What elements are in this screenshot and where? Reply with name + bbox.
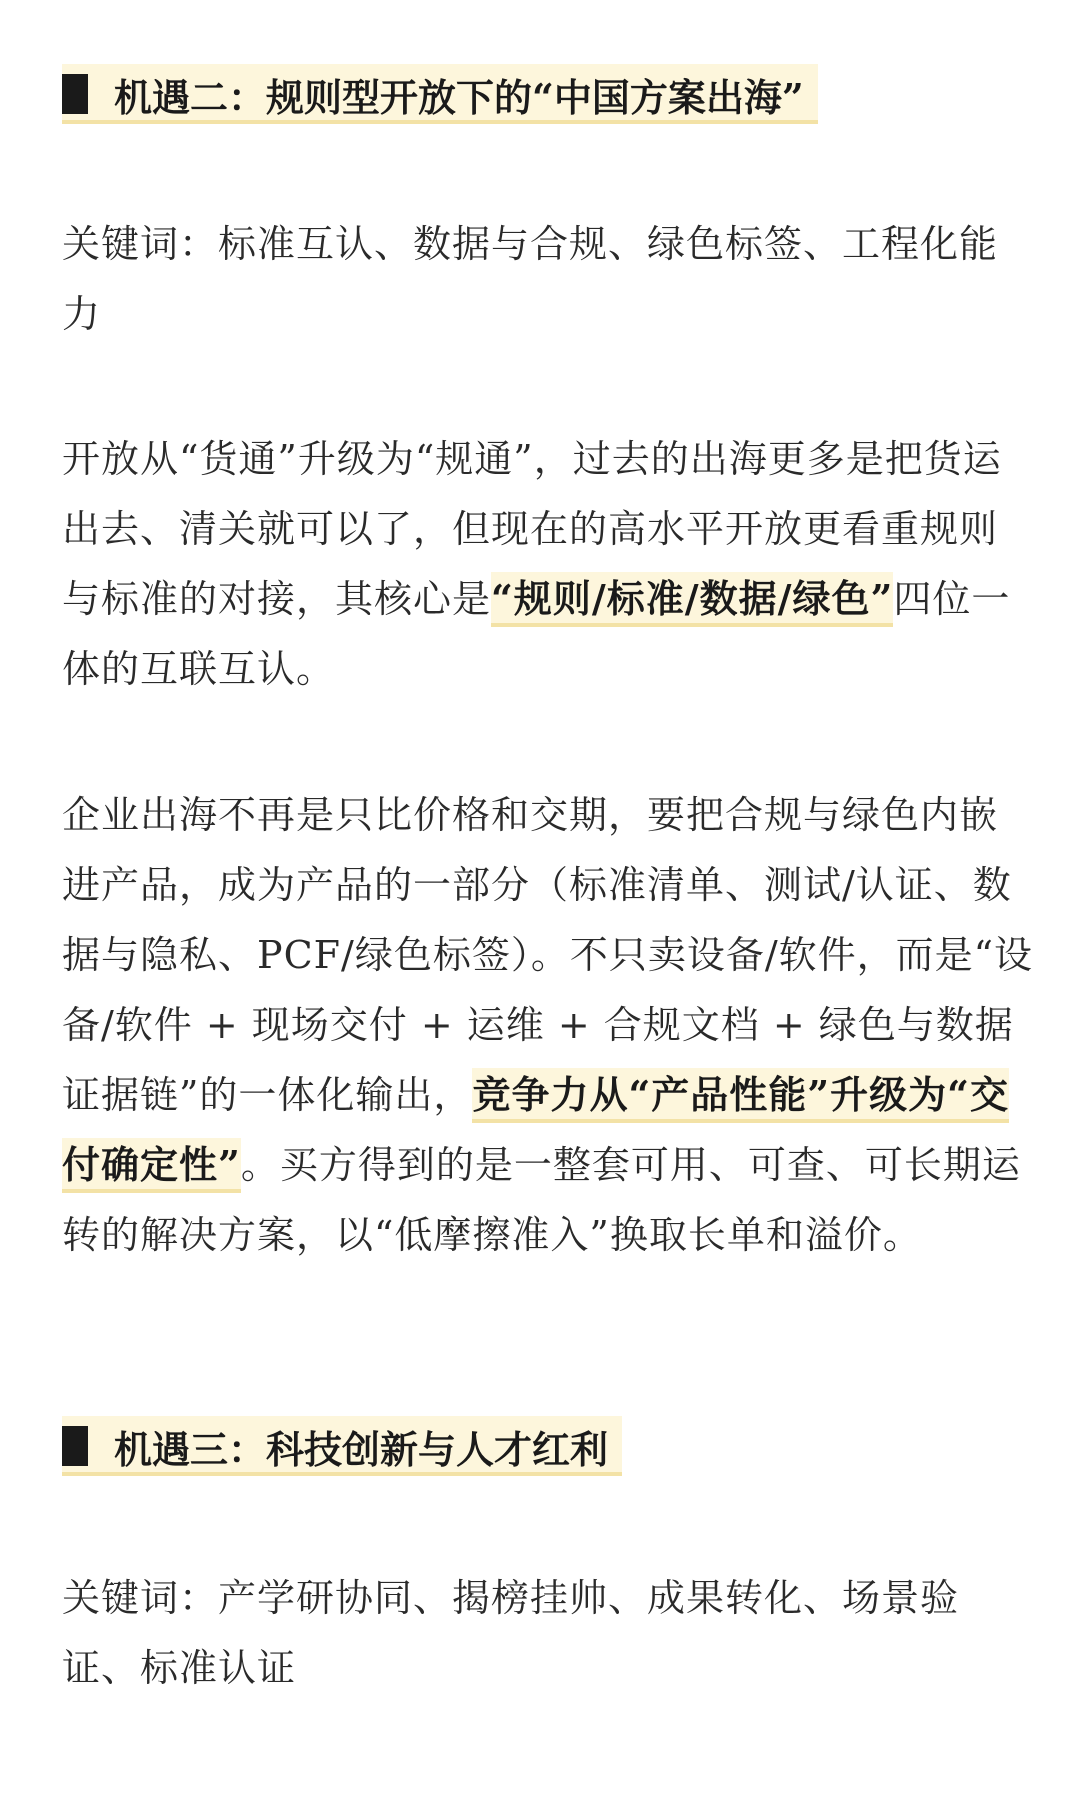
section-heading-text: 机遇三：科技创新与人才红利 (114, 1426, 609, 1472)
heading-marker-icon (62, 74, 88, 114)
section-heading-opportunity-3 (62, 1416, 622, 1476)
section-heading-text: 机遇二：规则型开放下的“中国方案出海” (114, 74, 804, 120)
section-heading-opportunity-2 (62, 64, 818, 124)
body-paragraph-2 (62, 780, 1034, 1270)
highlighted-text: 竞争力从“产品性能”升级为“交付确定性” (62, 1068, 1009, 1193)
paragraph-text: 企业出海不再是只比价格和交期，要把合规与绿色内嵌进产品，成为产品的一部分（标准清单、测试/认证、数据与隐私、PCF/绿色标签）。不只卖设备/软件，而是“设备/软件 + 现场交付 + 运维 + 合规文档 + 绿色与数据证据链”的一体化输出， (62, 793, 1034, 1117)
paragraph-text: 四位一体的互联互认。 (62, 577, 1011, 691)
body-paragraph-1 (62, 424, 1034, 704)
paragraph-text: 开放从“货通”升级为“规通”，过去的出海更多是把货运出去、清关就可以了，但现在的高水平开放更看重规则与标准的对接，其核心是 (62, 437, 1002, 621)
highlighted-text: “规则/标准/数据/绿色” (491, 572, 893, 627)
paragraph-text: 。买方得到的是一整套可用、可查、可长期运转的解决方案，以“低摩擦准入”换取长单和溢价。 (62, 1143, 1021, 1257)
heading-marker-icon (62, 1426, 88, 1466)
keywords-paragraph: 关键词：产学研协同、揭榜挂帅、成果转化、场景验证、标准认证 (62, 1576, 960, 1690)
keywords-paragraph: 关键词：标准互认、数据与合规、绿色标签、工程化能力 (62, 222, 999, 336)
